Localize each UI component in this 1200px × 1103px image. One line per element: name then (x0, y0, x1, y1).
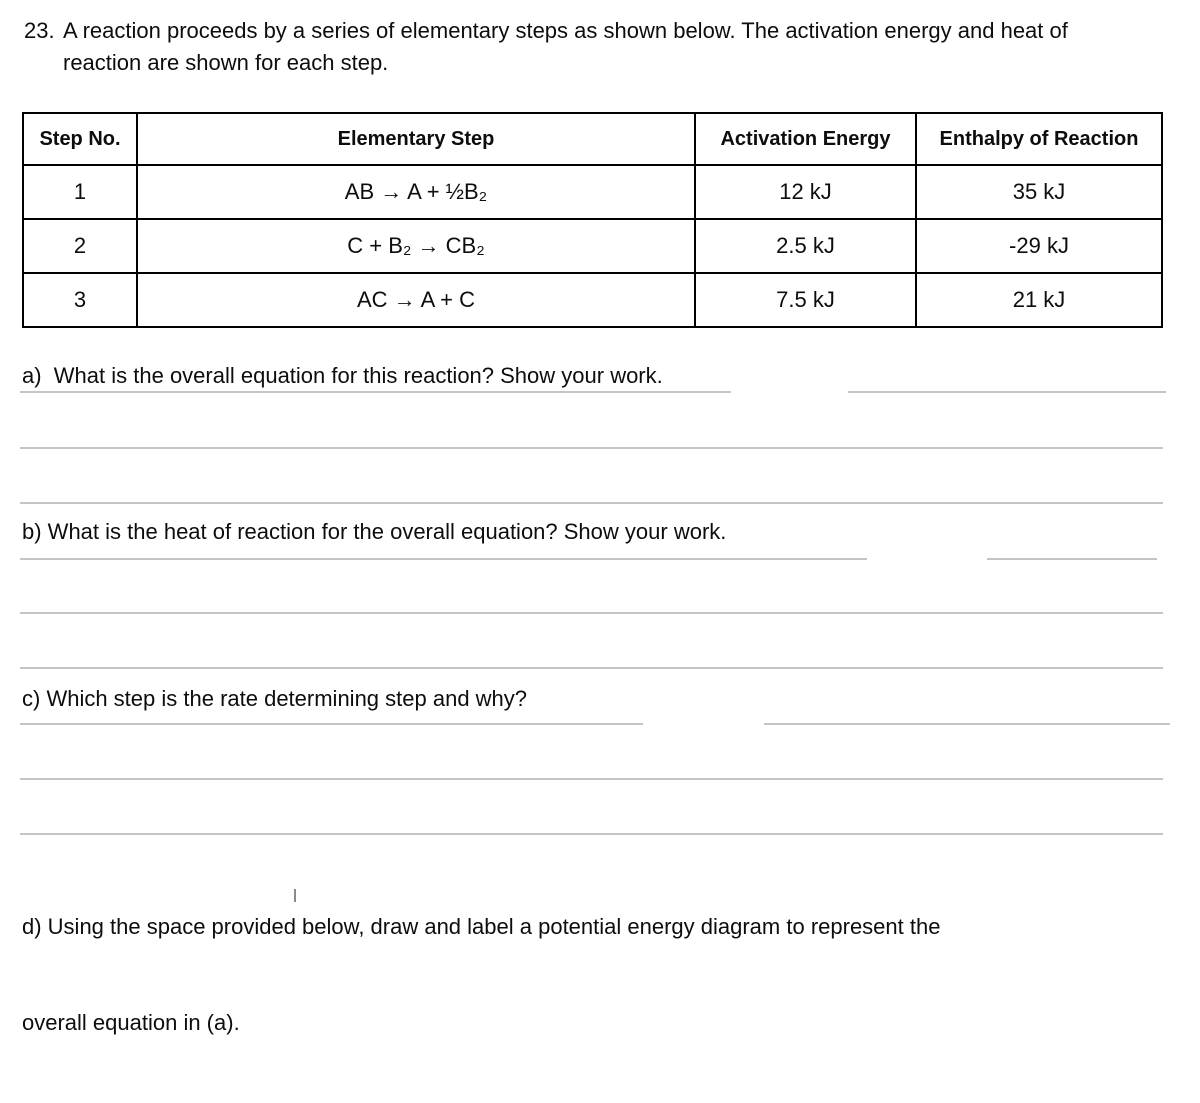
answer-line (848, 391, 1166, 393)
answer-line (20, 833, 1163, 835)
question-number: 23. (24, 18, 55, 43)
col-header-enthalpy: Enthalpy of Reaction (916, 113, 1162, 165)
question-header (24, 15, 1174, 79)
cell-elementary-step: AC → A + C (137, 273, 695, 327)
cell-step-no: 3 (23, 273, 137, 327)
subquestion-b: b) What is the heat of reaction for the overall equation? Show your work. (22, 519, 727, 544)
cell-activation-energy: 12 kJ (695, 165, 916, 219)
reaction-steps-table (22, 112, 1163, 328)
table-row (23, 219, 1162, 273)
answer-line (20, 667, 1163, 669)
cell-enthalpy: -29 kJ (916, 219, 1162, 273)
answer-line (20, 447, 1163, 449)
cell-step-no: 2 (23, 219, 137, 273)
cell-enthalpy: 21 kJ (916, 273, 1162, 327)
cell-activation-energy: 2.5 kJ (695, 219, 916, 273)
question-text-line1: A reaction proceeds by a series of elementary steps as shown below. The activation energy and heat of (63, 18, 1068, 43)
table-header-row (23, 113, 1162, 165)
answer-line (20, 391, 731, 393)
col-header-step-no: Step No. (23, 113, 137, 165)
subquestion-c: c) Which step is the rate determining step and why? (22, 686, 528, 711)
subquestion-d-line2: overall equation in (a). (22, 1010, 240, 1035)
subquestion-a: a) What is the overall equation for this reaction? Show your work. (22, 363, 663, 388)
question-text-line2: reaction are shown for each step. (63, 50, 389, 75)
answer-line (20, 502, 1163, 504)
answer-line (20, 558, 867, 560)
cell-elementary-step: AB → A + ½B₂ (137, 165, 695, 219)
answer-line (764, 723, 1170, 725)
text-cursor (294, 889, 296, 902)
cell-elementary-step: C + B₂ → CB₂ (137, 219, 695, 273)
subquestion-d-line1: d) Using the space provided below, draw and label a potential energy diagram to represent the (22, 914, 941, 939)
cell-activation-energy: 7.5 kJ (695, 273, 916, 327)
col-header-elementary-step: Elementary Step (137, 113, 695, 165)
cell-enthalpy: 35 kJ (916, 165, 1162, 219)
col-header-activation-energy: Activation Energy (695, 113, 916, 165)
answer-line (20, 723, 643, 725)
answer-line (20, 778, 1163, 780)
answer-line (987, 558, 1157, 560)
table-row (23, 273, 1162, 327)
cell-step-no: 1 (23, 165, 137, 219)
answer-line (20, 612, 1163, 614)
table-row (23, 165, 1162, 219)
subquestion-d (22, 847, 1182, 1103)
